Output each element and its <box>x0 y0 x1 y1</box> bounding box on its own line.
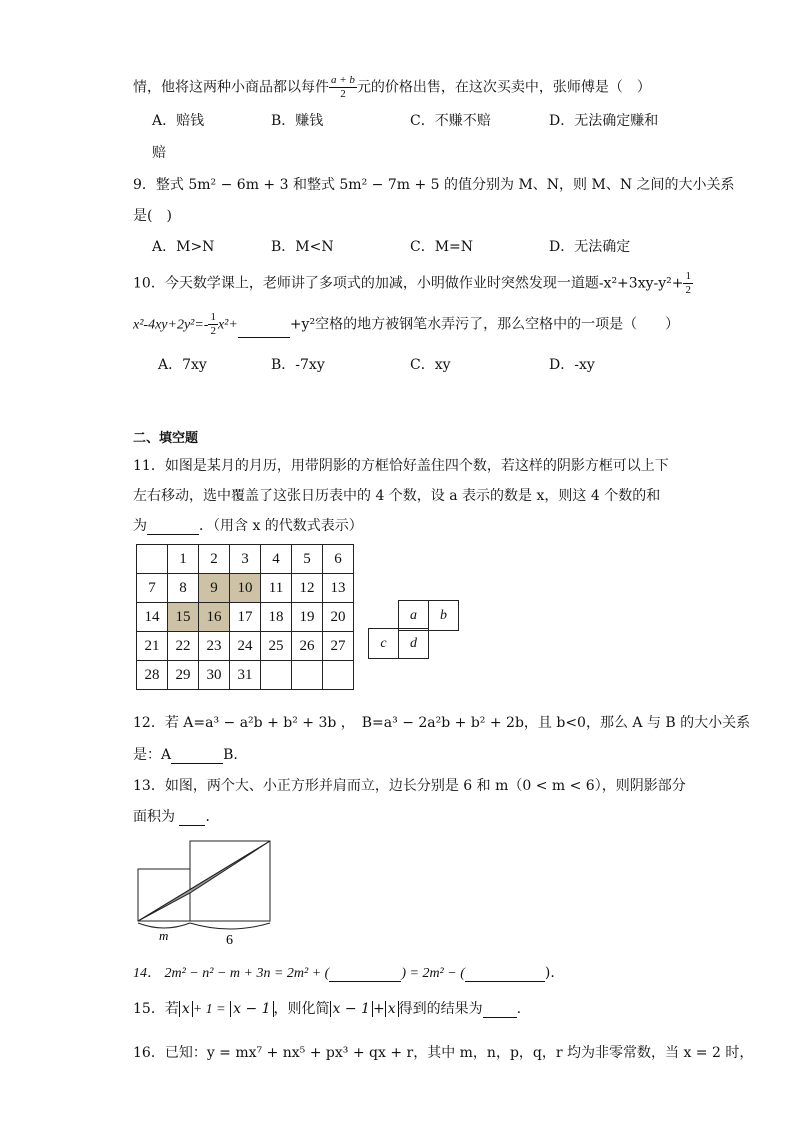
q9-option-b: B．M<N <box>271 239 334 255</box>
calendar-cell: 1 <box>168 545 199 574</box>
q11-stem-line1: 11．如图是某月的月历，用带阴影的方框恰好盖住四个数，若这样的阴影方框可以上下 <box>133 458 669 474</box>
calendar-cell <box>137 545 168 574</box>
calendar-cell: 16 <box>199 603 230 632</box>
calendar-cell: 9 <box>199 574 230 603</box>
q15-text-i: 得到的结果为 <box>398 1001 483 1017</box>
q8-option-c: C．不赚不赔 <box>410 113 491 129</box>
q12-stem-line2 <box>133 744 238 764</box>
q10-fraction-1 <box>683 270 693 297</box>
q10-option-b: B．-7xy <box>271 357 325 373</box>
q8-option-a: A．赔钱 <box>152 113 205 129</box>
calendar-cell: 5 <box>292 545 323 574</box>
q9-stem-line2: 是( ) <box>133 208 172 224</box>
q15-abs-x: x <box>179 1001 193 1017</box>
square-d: d <box>398 628 429 659</box>
calendar-cell: 19 <box>292 603 323 632</box>
label-6: 6 <box>226 933 233 948</box>
calendar-cell: 14 <box>137 603 168 632</box>
q12-text-b: B. <box>223 747 238 763</box>
calendar-cell: 21 <box>137 632 168 661</box>
calendar-cell <box>292 661 323 690</box>
q15-text-j: . <box>516 1001 522 1017</box>
q13-squares-figure <box>130 835 280 950</box>
calendar-cell: 8 <box>168 574 199 603</box>
q10-text-a: 10．今天数学课上，老师讲了多项式的加减，小明做作业时突然发现一道题-x²+3xy-y²+ <box>133 275 684 292</box>
q9-stem-line1: 9．整式 5m² − 6m + 3 和整式 5m² − 7m + 5 的值分别为 M、N，则 M、N 之间的大小关系 <box>133 177 735 193</box>
calendar-row <box>137 603 354 632</box>
q15-text-e: ，则化简 <box>273 1001 330 1017</box>
calendar-cell: 24 <box>230 632 261 661</box>
q12-text-a: 是：A <box>133 747 172 763</box>
q15-text-a: 15．若 <box>133 1001 179 1017</box>
calendar-cell: 2 <box>199 545 230 574</box>
calendar-cell: 28 <box>137 661 168 690</box>
calendar-cell <box>261 661 292 690</box>
calendar-cell: 11 <box>261 574 292 603</box>
q11-text-a: 为 <box>133 518 147 534</box>
q14-text-a: 14． 2m² − n² − m + 3n = 2m² + ( <box>133 966 330 981</box>
q14-answer-blank-1[interactable] <box>329 967 401 982</box>
q15-answer-blank[interactable] <box>483 1003 517 1018</box>
q15-stem <box>133 998 521 1018</box>
q15-text-g: + <box>372 1001 385 1017</box>
q8-option-d: D．无法确定赚和 <box>549 113 659 129</box>
q11-stem-line3 <box>133 515 363 535</box>
large-square <box>190 841 270 921</box>
q14-text-b: ) = 2m² − ( <box>401 966 465 981</box>
calendar-cell: 23 <box>199 632 230 661</box>
q8-option-b: B．赚钱 <box>271 113 324 129</box>
calendar-cell: 13 <box>323 574 354 603</box>
calendar-table <box>136 544 354 690</box>
q12-answer-blank[interactable] <box>171 749 223 764</box>
calendar-row <box>137 574 354 603</box>
q8-option-d-cont: 赔 <box>152 145 166 161</box>
calendar-cell: 30 <box>199 661 230 690</box>
q13-text-b: ． <box>205 809 220 825</box>
q10-answer-blank[interactable] <box>238 323 290 338</box>
q10-frac2-num: 1 <box>210 311 216 323</box>
q14-stem <box>133 962 555 982</box>
q13-text-a: 面积为 <box>133 809 175 825</box>
calendar-cell: 6 <box>323 545 354 574</box>
q8-frac-den: 2 <box>340 88 346 100</box>
calendar-cell: 4 <box>261 545 292 574</box>
q15-abs-x-minus-1-b: x − 1 <box>330 1001 373 1017</box>
calendar-cell: 27 <box>323 632 354 661</box>
calendar-cell: 22 <box>168 632 199 661</box>
q11-stem-line2: 左右移动，选中覆盖了这张日历表中的 4 个数，设 a 表示的数是 x，则这 4 个数的和 <box>133 488 661 504</box>
calendar-row <box>137 661 354 690</box>
square-b: b <box>428 600 459 631</box>
calendar-cell <box>323 661 354 690</box>
q10-option-a: A．7xy <box>158 357 207 373</box>
calendar-cell: 7 <box>137 574 168 603</box>
calendar-cell: 17 <box>230 603 261 632</box>
square-c: c <box>368 628 399 659</box>
q10-option-d: D．-xy <box>549 357 595 373</box>
q10-frac1-num: 1 <box>685 270 691 282</box>
q9-option-a: A．M>N <box>152 239 215 255</box>
q11-text-b: ．（用含 x 的代数式表示） <box>199 518 363 534</box>
q8-stem-line <box>133 74 651 101</box>
q8-frac-num: a + b <box>331 74 355 86</box>
q12-stem-line1: 12．若 A=a³ − a²b + b² + 3b ， B=a³ − 2a²b + b² + 2b，且 b<0，那么 A 与 B 的大小关系 <box>133 715 751 731</box>
q10-stem-line2 <box>133 311 679 338</box>
q9-option-d: D．无法确定 <box>549 239 631 255</box>
q10-frac1-den: 2 <box>685 284 691 296</box>
q15-abs-x-minus-1: x − 1 <box>230 1001 273 1017</box>
q10-text-line2c: +y²空格的地方被钢笔水弄污了，那么空格中的一项是（ ） <box>289 316 680 333</box>
q8-text-a: 情，他将这两种小商品都以每件 <box>133 79 329 96</box>
square-a: a <box>398 600 429 631</box>
calendar-cell: 10 <box>230 574 261 603</box>
q10-fraction-2 <box>208 311 218 338</box>
q13-stem-line2 <box>133 806 219 826</box>
calendar-cell: 18 <box>261 603 292 632</box>
calendar-cell: 3 <box>230 545 261 574</box>
q10-option-c: C．xy <box>410 357 451 373</box>
q11-answer-blank[interactable] <box>147 520 199 535</box>
q10-frac2-den: 2 <box>210 325 216 337</box>
diagonal-line <box>138 841 270 921</box>
calendar-row <box>137 632 354 661</box>
calendar-cell: 25 <box>261 632 292 661</box>
q14-text-c: ). <box>544 965 555 981</box>
q10-text-line2a: x²-4xy+2y²=- <box>133 317 209 333</box>
q9-option-c: C．M=N <box>410 239 474 255</box>
calendar-row <box>137 545 354 574</box>
q10-stem-line1 <box>133 270 693 297</box>
label-m: m <box>159 928 169 943</box>
brace-6 <box>190 923 270 929</box>
q8-fraction <box>329 74 357 101</box>
calendar-cell: 15 <box>168 603 199 632</box>
q15-text-c: + 1 = <box>192 1002 226 1017</box>
calendar-cell: 26 <box>292 632 323 661</box>
calendar-cell: 31 <box>230 661 261 690</box>
q16-stem: 16．已知：y = mx⁷ + nx⁵ + px³ + qx + r，其中 m，n，p，q，r 均为非零常数，当 x = 2 时， <box>133 1045 754 1061</box>
section-title-fill-in: 二、填空题 <box>133 431 199 446</box>
calendar-cell: 20 <box>323 603 354 632</box>
q14-answer-blank-2[interactable] <box>465 967 545 982</box>
q13-answer-blank[interactable] <box>179 811 205 826</box>
q15-abs-x-b: x <box>385 1001 399 1017</box>
calendar-cell: 12 <box>292 574 323 603</box>
q8-text-b: 元的价格出售，在这次买卖中，张师傅是（ ） <box>356 79 651 96</box>
calendar-cell: 29 <box>168 661 199 690</box>
q10-text-line2b: x²+ <box>217 317 238 333</box>
q13-stem-line1: 13．如图，两个大、小正方形并肩而立，边长分别是 6 和 m（0 < m < 6），则阴影部分 <box>133 778 686 794</box>
